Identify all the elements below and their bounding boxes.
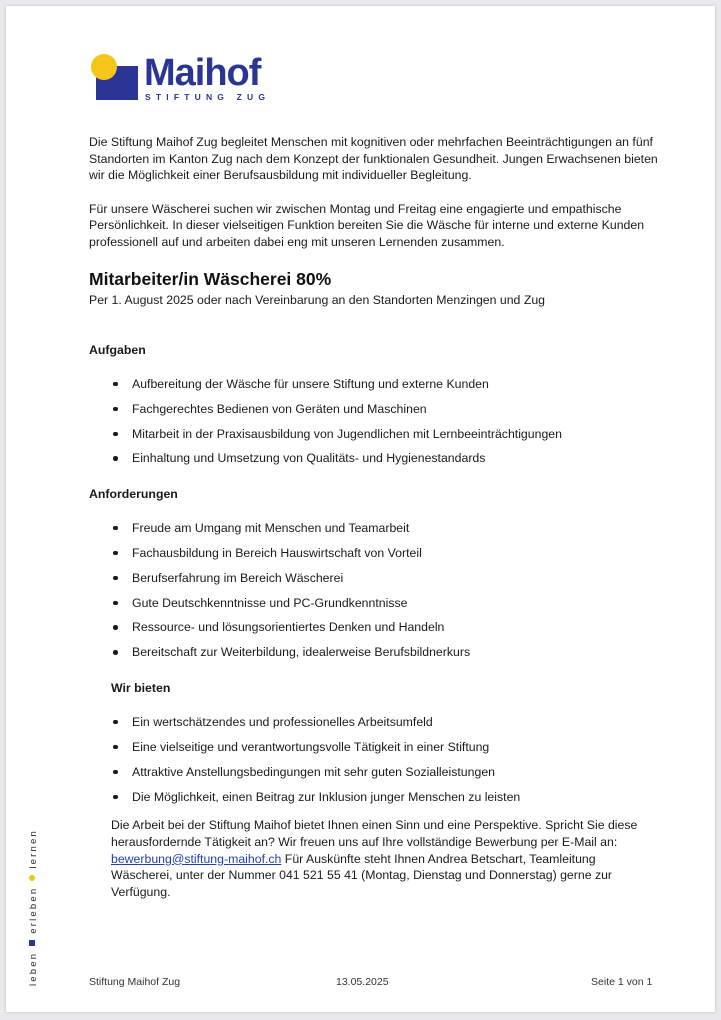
list-item: Die Möglichkeit, einen Beitrag zur Inklusion junger Menschen zu leisten (89, 789, 659, 814)
logo-subtitle: STIFTUNG ZUG (145, 92, 271, 102)
list-item: Ein wertschätzendes und professionelles Arbeitsumfeld (89, 714, 659, 739)
list-item: Aufbereitung der Wäsche für unsere Stiftung und externe Kunden (89, 376, 659, 401)
section-heading-wir-bieten: Wir bieten (111, 681, 171, 696)
logo-wordmark: Maihof (144, 52, 261, 94)
list-item: Fachgerechtes Bedienen von Geräten und Maschinen (89, 401, 659, 426)
document-body (89, 134, 659, 900)
list-item: Fachausbildung in Bereich Hauswirtschaft von Vorteil (89, 545, 659, 570)
list-item: Einhaltung und Umsetzung von Qualitäts- und Hygienestandards (89, 450, 659, 475)
tagline-word-leben: leben (28, 951, 39, 986)
document-page (6, 6, 715, 1012)
job-title: Mitarbeiter/in Wäscherei 80% (89, 268, 332, 289)
intro-paragraph-2: Für unsere Wäscherei suchen wir zwischen Montag und Freitag eine engagierte und empathische Persönlichkeit. In dieser vielseitigen Funktion bereiten Sie die Wäsche für interne und externe Kunden professionell auf und arbeiten dabei eng mit unseren Lernenden zusammen. (89, 201, 645, 249)
maihof-logo (88, 50, 288, 106)
footer-org: Stiftung Maihof Zug (89, 976, 181, 988)
yellow-dot-icon (29, 875, 35, 881)
application-email-link[interactable]: bewerbung@stiftung-maihof.ch (111, 851, 282, 866)
section-heading-anforderungen: Anforderungen (89, 487, 178, 502)
anforderungen-list (89, 520, 659, 669)
list-item: Mitarbeit in der Praxisausbildung von Jugendlichen mit Lernbeeinträchtigungen (89, 426, 659, 451)
list-item: Ressource- und lösungsorientiertes Denken und Handeln (89, 619, 659, 644)
footer-date: 13.05.2025 (336, 976, 389, 988)
side-tagline (28, 829, 39, 986)
list-item: Eine vielseitige und verantwortungsvolle Tätigkeit in einer Stiftung (89, 739, 659, 764)
tagline-word-lernen: lernen (28, 829, 39, 869)
list-item: Freude am Umgang mit Menschen und Teamarbeit (89, 520, 659, 545)
list-item: Bereitschaft zur Weiterbildung, idealerweise Berufsbildnerkurs (89, 644, 659, 669)
footer-page-number: Seite 1 von 1 (591, 976, 653, 988)
section-heading-aufgaben: Aufgaben (89, 343, 146, 358)
logo-sun (91, 54, 117, 80)
aufgaben-list (89, 376, 659, 476)
blue-square-icon (29, 940, 35, 946)
closing-paragraph (89, 817, 659, 900)
wir-bieten-list (89, 714, 659, 814)
list-item: Berufserfahrung im Bereich Wäscherei (89, 570, 659, 595)
closing-text-before: Die Arbeit bei der Stiftung Maihof bietet Ihnen einen Sinn und eine Perspektive. Spricht Sie diese herausfordernde Tätigkeit an? Wir freuen uns auf Ihre vollständige Bewerbung per E-Mail an: (111, 818, 638, 849)
list-item: Attraktive Anstellungsbedingungen mit sehr guten Sozialleistungen (89, 764, 659, 789)
list-item: Gute Deutschkenntnisse und PC-Grundkenntnisse (89, 595, 659, 620)
tagline-word-erleben: erleben (28, 886, 39, 934)
job-subtitle: Per 1. August 2025 oder nach Vereinbarung an den Standorten Menzingen und Zug (89, 292, 546, 307)
logo-mark-icon (88, 54, 144, 106)
closing-text-after: Für Auskünfte steht Ihnen Andrea Betschart, Teamleitung Wäscherei, unter der Nummer 041 521 55 41 (Montag, Dienstag und Donnerstag) gerne zur Verfügung. (111, 851, 613, 899)
intro-paragraph-1: Die Stiftung Maihof Zug begleitet Menschen mit kognitiven oder mehrfachen Beeinträchtigungen an fünf Standorten im Kanton Zug nach dem Konzept der funktionalen Gesundheit. Jungen Erwachsenen bieten wir die Möglichkeit einer Berufsausbildung mit individueller Begleitung. (89, 135, 658, 183)
